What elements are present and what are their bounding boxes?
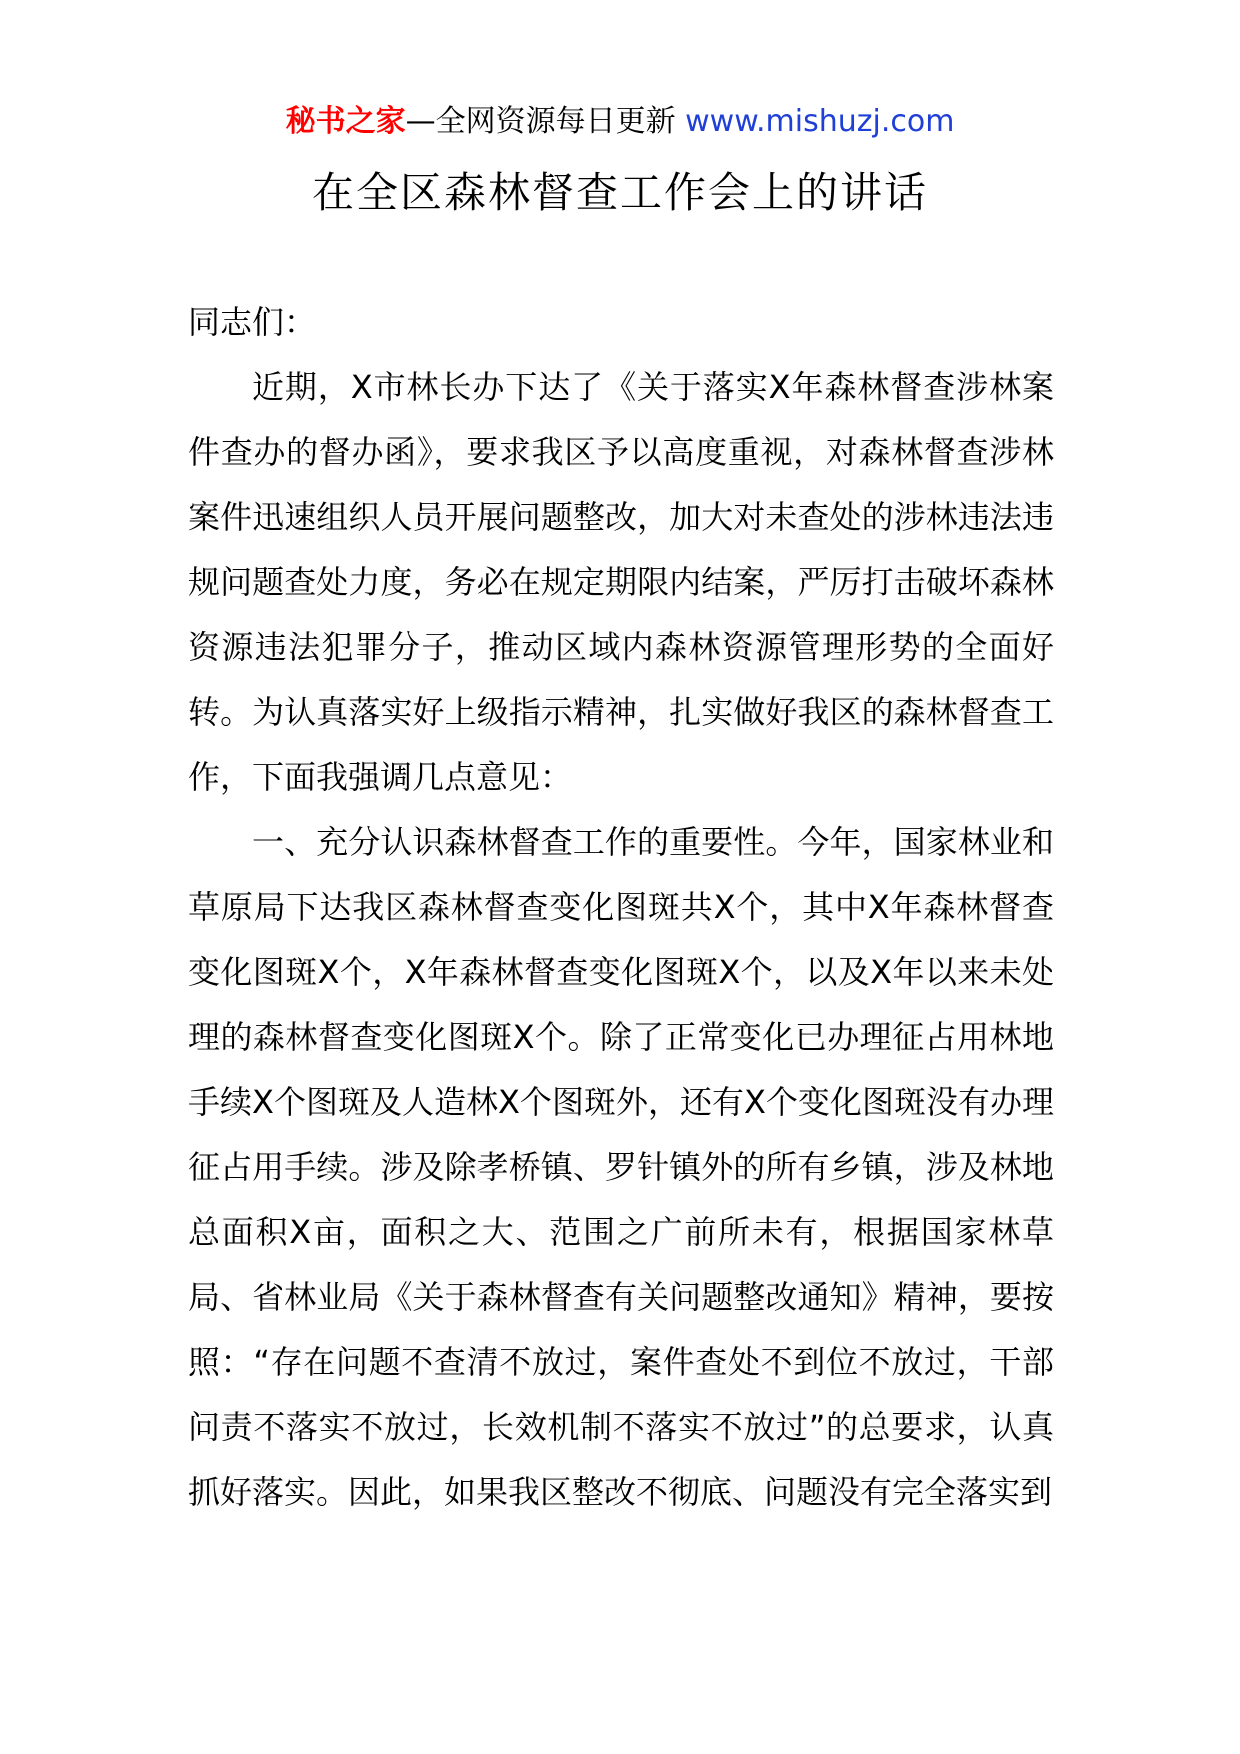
salutation: 同志们： [188, 303, 317, 341]
document-title: 在全区森林督查工作会上的讲话 [311, 168, 928, 217]
document-body [188, 290, 1054, 1525]
paragraph-intro: 近期，X市林长办下达了《关于落实X年森林督查涉林案件查办的督办函》，要求我区予以高度重视，对森林督查涉林案件迅速组织人员开展问题整改，加大对未查处的涉林违法违规问题查处力度，务必在规定期限内结案，严厉打击破坏森林资源违法犯罪分子，推动区域内森林资源管理形势的全面好转。为认真落实好上级指示精神，扎实做好我区的森林督查工作，下面我强调几点意见： [188, 368, 1054, 796]
site-tagline: —全网资源每日更新 [405, 104, 686, 139]
site-header [0, 100, 1240, 144]
paragraph-section-one: 一、充分认识森林督查工作的重要性。今年，国家林业和草原局下达我区森林督查变化图斑共X个，其中X年森林督查变化图斑X个，X年森林督查变化图斑X个，以及X年以来未处理的森林督查变化图斑X个。除了正常变化已办理征占用林地手续X个图斑及人造林X个图斑外，还有X个变化图斑没有办理征占用手续。涉及除孝桥镇、罗针镇外的所有乡镇，涉及林地总面积X亩，面积之大、范围之广前所未有，根据国家林草局、省林业局《关于森林督查有关问题整改通知》精神，要按照：“存在问题不查清不放过，案件查处不到位不放过，干部问责不落实不放过，长效机制不落实不放过”的总要求，认真抓好落实。因此，如果我区整改不彻底、问题没有完全落实到 [188, 823, 1054, 1511]
site-url-link[interactable]: www.mishuzj.com [685, 104, 955, 139]
site-brand: 秘书之家 [285, 104, 406, 139]
